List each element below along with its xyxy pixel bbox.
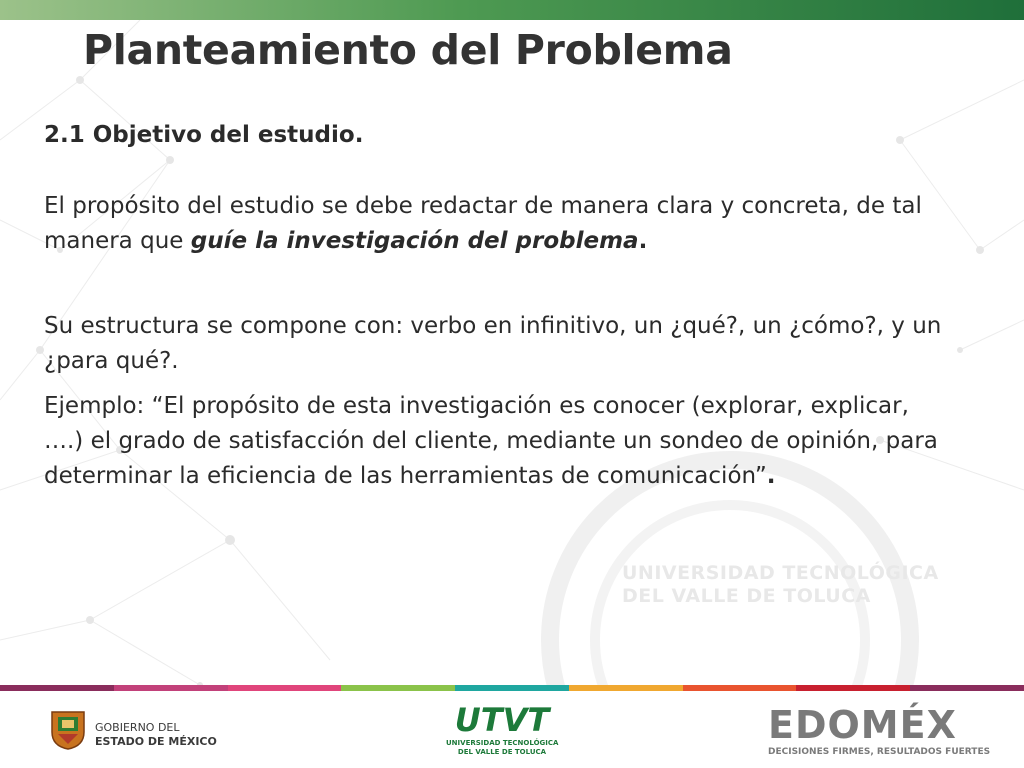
gob-line1: GOBIERNO DEL (95, 721, 180, 734)
section-heading: 2.1 Objetivo del estudio. (44, 122, 364, 148)
watermark-line1: UNIVERSIDAD TECNOLÓGICA (622, 562, 939, 584)
edomex-tagline: DECISIONES FIRMES, RESULTADOS FUERTES (768, 747, 991, 757)
edomex-wordmark: EDOMÉX (768, 703, 957, 747)
paragraph-example-end: . (766, 463, 776, 489)
paragraph-purpose-text: El propósito del estudio se debe redactar de manera clara y concreta, de tal manera que (44, 193, 922, 254)
utvt-logo (446, 703, 558, 757)
paragraph-purpose (44, 189, 944, 259)
utvt-wordmark-icon (446, 703, 558, 735)
state-government-label (95, 721, 217, 749)
utvt-line1: UNIVERSIDAD TECNOLÓGICA (446, 739, 559, 747)
watermark-line2: DEL VALLE DE TOLUCA (622, 585, 871, 607)
paragraph-example-text: Ejemplo: “El propósito de esta investigación es conocer (explorar, explicar, ….) el grado de satisfacción del cliente, mediante un sondeo de opinión, para determinar la eficiencia de las herramientas de comunicación” (44, 393, 938, 489)
paragraph-example (44, 389, 944, 494)
utvt-wordmark: UTVT (454, 703, 550, 735)
gob-line2: ESTADO DE MÉXICO (95, 735, 217, 748)
top-color-band (0, 0, 1024, 20)
slide-body (44, 118, 944, 494)
paragraph-purpose-emphasis: guíe la investigación del problema (190, 228, 639, 254)
edomex-logo (768, 705, 990, 757)
slide-title: Planteamiento del Problema (83, 26, 733, 74)
paragraph-purpose-end: . (638, 228, 648, 254)
footer-logos (0, 691, 1024, 768)
utvt-line2: DEL VALLE DE TOLUCA (457, 748, 547, 756)
state-coat-of-arms-icon (48, 708, 88, 750)
paragraph-structure: Su estructura se compone con: verbo en infinitivo, un ¿qué?, un ¿cómo?, y un ¿para qué?. (44, 313, 942, 374)
